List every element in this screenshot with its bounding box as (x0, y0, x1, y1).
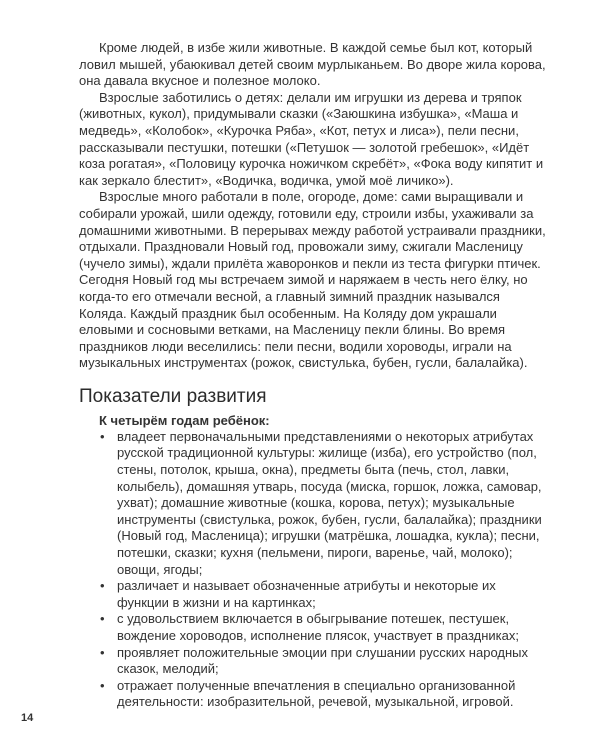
page-number: 14 (21, 712, 34, 724)
list-item-text: с удовольствием включается в обыгрывание потешек, пестушек, вождение хороводов, исполнение плясок, участвует в праздниках; (117, 611, 519, 643)
list-item-text: различает и называет обозначенные атрибуты и некоторые их функции в жизни и на картинках; (117, 578, 496, 610)
bullet-icon: • (100, 428, 105, 444)
bullet-icon: • (100, 677, 105, 693)
list-item-text: проявляет положительные эмоции при слушании русских народных сказок, мелодий; (117, 644, 528, 677)
page-content (79, 40, 549, 711)
section-heading: Показатели развития (79, 385, 267, 407)
list-item-text: отражает полученные впечатления в специально организованной деятельности: изобразительной, речевой, музыкальной, игровой. (117, 677, 516, 710)
bullet-icon: • (100, 644, 105, 660)
paragraph-adults-care: Взрослые заботились о детях: делали им игрушки из дерева и тряпок (животных, кукол), придумывали сказки («Заюшкина избушка», «Маша и медведь», «Колобок», «Курочка Ряба», «Кот, петух и лиса»), пели песни, рассказывали пестушки, потешки («Петушок — золотой гребешок», «Идёт коза рогатая», «Половицу курочка ножичком скребёт», «Фока воду кипятит и как зеркало блестит», «Водичка, водичка, умой моё личико»). (79, 89, 544, 188)
list-item-text: владеет первоначальными представлениями о некоторых атрибутах русской традиционной культуры: жилище (изба), его устройство (пол, стены, потолок, крыша, окна), предметы быта (печь, стол, лавки, колыбель), домашняя утварь, посуда (миска, горшок, ложка, самовар, ухват); домашние животные (кошка, корова, петух); музыкальные инструменты (свистулька, рожок, бубен, гусли, балалайка); праздники (Новый год, Масленица); игрушки (матрёшка, лошадка, кукла); песни, потешки, сказки; кухня (пельмени, пироги, варенье, чай, молоко); овощи, ягоды; (117, 428, 542, 577)
development-indicators-list (79, 429, 549, 711)
list-item (99, 429, 549, 578)
paragraph-animals: Кроме людей, в избе жили животные. В каждой семье был кот, который ловил мышей, убаюкивал детей своим мурлыканьем. Во дворе жила корова, она давала вкусное и полезное молоко. (79, 40, 546, 89)
bullet-icon: • (100, 578, 105, 594)
list-item (99, 645, 549, 678)
list-item (99, 578, 549, 611)
list-item (99, 678, 549, 711)
paragraph-work-holidays: Взрослые много работали в поле, огороде, доме: сами выращивали и собирали урожай, шили одежду, готовили еду, строили избы, ухаживали за домашними животными. В перерывах между работой устраивали праздники, отдыхали. Праздновали Новый год, провожали зиму, сжигали Масленицу (чучело зимы), ждали прилёта жаворонков и пекли из теста фигурки птичек. Сегодня Новый год мы встречаем зимой и наряжаем в честь него ёлку, но когда-то его отмечали весной, а главный зимний праздник назывался Коляда. Каждый праздник был особенным. На Коляду дом украшали еловыми и сосновыми ветками, на Масленицу пекли блины. Во время праздников люди веселились: пели песни, водили хороводы, играли на музыкальных инструментах (рожок, свистулька, бубен, гусли, балалайка). (79, 189, 546, 371)
section-subheading: К четырём годам ребёнок: (99, 412, 270, 428)
list-item (99, 611, 549, 644)
bullet-icon: • (100, 611, 105, 627)
